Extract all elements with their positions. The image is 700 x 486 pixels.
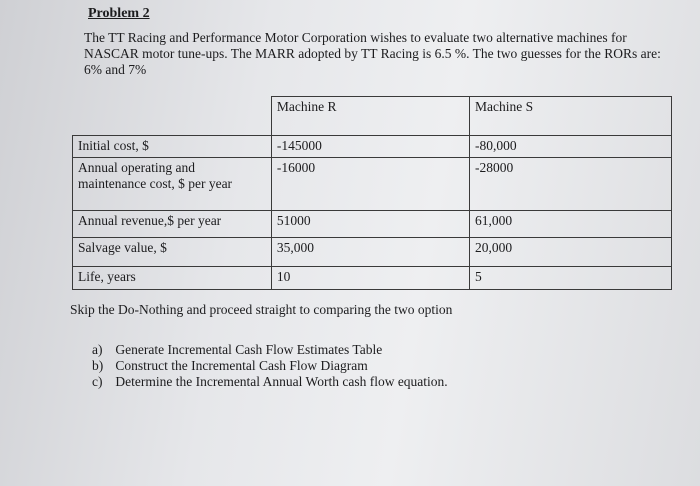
list-item xyxy=(92,358,448,374)
machine-s-value: 61,000 xyxy=(469,211,671,238)
task-text: Construct the Incremental Cash Flow Diagram xyxy=(115,358,368,373)
machine-s-value: -28000 xyxy=(469,158,671,211)
list-item xyxy=(92,374,448,390)
list-item xyxy=(92,342,448,358)
row-label: Annual revenue,$ per year xyxy=(73,211,272,238)
machine-s-value: 20,000 xyxy=(469,238,671,267)
machine-s-value: 5 xyxy=(469,267,671,290)
header-cell-machine-r: Machine R xyxy=(271,97,469,136)
row-label: Life, years xyxy=(73,267,272,290)
machine-r-value: 10 xyxy=(271,267,469,290)
header-cell-blank xyxy=(73,97,272,136)
task-text: Generate Incremental Cash Flow Estimates Table xyxy=(115,342,383,357)
machine-r-value: -16000 xyxy=(271,158,469,211)
header-cell-machine-s: Machine S xyxy=(469,97,671,136)
task-list xyxy=(92,342,448,390)
instruction-note: Skip the Do-Nothing and proceed straight to comparing the two option xyxy=(70,302,453,317)
table-row xyxy=(73,211,672,238)
task-letter: a) xyxy=(92,342,103,357)
row-label: Initial cost, $ xyxy=(73,136,272,158)
table-header-row xyxy=(73,97,672,136)
row-label: Annual operating and maintenance cost, $ per year xyxy=(73,158,272,211)
machine-s-value: -80,000 xyxy=(469,136,671,158)
machine-comparison-table xyxy=(72,96,672,290)
machine-r-value: 35,000 xyxy=(271,238,469,267)
machine-r-value: 51000 xyxy=(271,211,469,238)
task-text: Determine the Incremental Annual Worth cash flow equation. xyxy=(115,374,448,389)
problem-intro: The TT Racing and Performance Motor Corporation wishes to evaluate two alternative machines for NASCAR motor tune-ups. The MARR adopted by TT Racing is 6.5 %. The two guesses for the RORs are: 6% and 7% xyxy=(84,30,661,77)
machine-r-value: -145000 xyxy=(271,136,469,158)
task-letter: b) xyxy=(92,358,104,373)
table-row xyxy=(73,158,672,211)
table-row xyxy=(73,136,672,158)
problem-title: Problem 2 xyxy=(88,6,150,21)
table-row xyxy=(73,267,672,290)
row-label: Salvage value, $ xyxy=(73,238,272,267)
task-letter: c) xyxy=(92,374,103,389)
table-row xyxy=(73,238,672,267)
